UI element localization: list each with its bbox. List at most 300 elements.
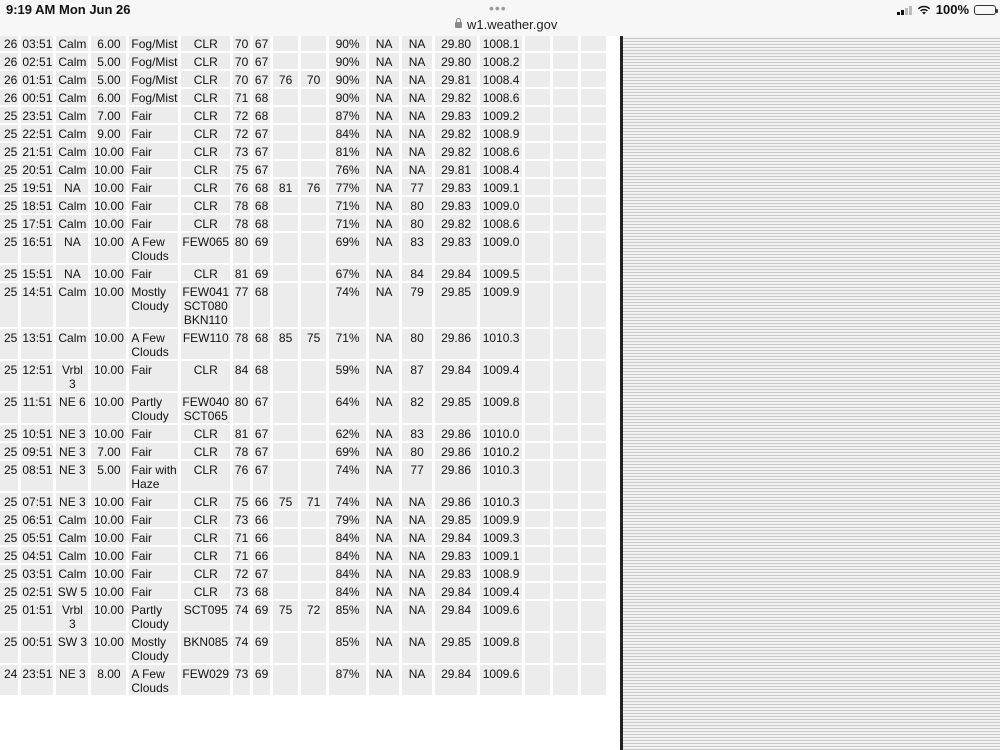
sea-level-pressure-cell: 1010.3 xyxy=(480,493,522,509)
wifi-icon xyxy=(917,5,931,15)
weather-line: Partly xyxy=(131,603,163,617)
sky-cond-cell xyxy=(181,583,230,599)
sky-cond-cell xyxy=(181,443,230,459)
altimeter-cell: 29.83 xyxy=(435,565,477,581)
wind-cell: Calm xyxy=(58,127,87,141)
min-6hr-cell: 76 xyxy=(301,179,326,195)
sky-cond-line: CLR xyxy=(193,585,218,599)
sky-cond-line: CLR xyxy=(193,549,218,563)
sea-level-pressure-cell: 1009.6 xyxy=(480,601,522,631)
observations-table-container[interactable] xyxy=(0,36,620,750)
wind-chill-cell: NA xyxy=(369,583,399,599)
dewpoint-cell: 66 xyxy=(254,495,269,509)
altimeter-cell: 29.86 xyxy=(435,329,477,359)
wind-chill-cell: NA xyxy=(369,161,399,177)
wind-cell: NE 3 xyxy=(56,493,88,509)
wind-chill-cell: NA xyxy=(369,461,399,491)
weather-line: A Few xyxy=(131,667,165,681)
date-cell: 25 xyxy=(0,511,18,527)
wind-chill-cell: NA xyxy=(369,633,399,663)
table-row xyxy=(0,361,606,391)
sky-cond-line: SCT095 xyxy=(183,603,228,617)
date-cell: 25 xyxy=(0,179,18,195)
weather-line: Fair xyxy=(131,585,153,599)
sky-cond-line: CLR xyxy=(193,217,218,231)
dewpoint-cell: 67 xyxy=(253,393,270,423)
sea-level-pressure-cell: 1009.6 xyxy=(480,665,522,695)
wind-chill-cell: NA xyxy=(369,565,399,581)
table-row xyxy=(0,89,606,105)
sea-level-pressure-cell: 1009.4 xyxy=(480,361,522,391)
temp-cell: 72 xyxy=(234,109,249,123)
sky-cond-line: CLR xyxy=(193,363,218,377)
visibility-cell: 10.00 xyxy=(91,583,126,599)
temp-cell: 70 xyxy=(234,73,249,87)
weather-line: Fair xyxy=(131,531,153,545)
date-cell: 26 xyxy=(0,89,18,105)
sky-cond-line: CLR xyxy=(193,55,218,69)
visibility-cell: 10.00 xyxy=(91,393,126,423)
table-row xyxy=(0,265,606,281)
weather-cell xyxy=(129,125,178,141)
max-6hr-cell xyxy=(273,547,298,563)
precip-3hr-cell xyxy=(553,53,578,69)
dewpoint-cell: 67 xyxy=(254,145,269,159)
weather-line: Cloudy xyxy=(131,409,169,423)
heat-index-cell: 80 xyxy=(402,215,432,231)
weather-cell xyxy=(129,107,178,123)
precip-3hr-cell xyxy=(553,529,578,545)
wind-chill-cell: NA xyxy=(369,393,399,423)
temp-cell: 74 xyxy=(233,601,250,631)
wind-chill-cell: NA xyxy=(369,215,399,231)
sky-cond-line: CLR xyxy=(193,267,218,281)
visibility-cell: 10.00 xyxy=(91,265,126,281)
humidity-cell: 59% xyxy=(329,361,366,391)
address-bar[interactable] xyxy=(455,17,557,32)
max-6hr-cell: 85 xyxy=(273,329,298,359)
wind-chill-cell: NA xyxy=(369,143,399,159)
table-row xyxy=(0,53,606,69)
weather-line: Haze xyxy=(131,477,160,491)
visibility-cell: 10.00 xyxy=(91,511,126,527)
sky-cond-line: CLR xyxy=(193,445,218,459)
dewpoint-cell: 67 xyxy=(254,37,269,51)
temp-cell: 71 xyxy=(234,549,249,563)
wind-cell: Calm xyxy=(56,283,88,327)
precip-3hr-cell xyxy=(553,425,578,441)
altimeter-cell: 29.85 xyxy=(435,393,477,423)
sky-cond-cell xyxy=(181,215,230,231)
sky-cond-cell xyxy=(181,89,230,105)
date-cell: 26 xyxy=(0,36,18,51)
max-6hr-cell xyxy=(273,53,298,69)
weather-cell xyxy=(129,425,178,441)
table-row xyxy=(0,125,606,141)
min-6hr-cell xyxy=(301,53,326,69)
dewpoint-cell: 67 xyxy=(253,461,270,491)
visibility-cell: 10.00 xyxy=(91,329,126,359)
date-cell: 25 xyxy=(0,197,18,213)
url-text: w1.weather.gov xyxy=(467,17,558,32)
wind-cell: NE 3 xyxy=(56,425,88,441)
weather-line: Mostly xyxy=(131,635,167,649)
table-row xyxy=(0,583,606,599)
temp-cell: 73 xyxy=(233,665,250,695)
sea-level-pressure-cell: 1010.2 xyxy=(480,443,522,459)
precip-6hr-cell xyxy=(581,665,606,695)
min-6hr-cell xyxy=(301,197,326,213)
date-cell: 25 xyxy=(0,125,18,141)
sky-cond-line: FEW065 xyxy=(182,235,230,249)
temp-cell: 75 xyxy=(234,163,249,177)
weather-cell xyxy=(129,329,178,359)
multitasking-dots-icon[interactable]: ••• xyxy=(489,0,507,16)
sky-cond-line: FEW041 xyxy=(182,285,230,299)
sea-level-pressure-cell: 1008.1 xyxy=(480,36,522,51)
precip-6hr-cell xyxy=(581,361,606,391)
precip-6hr-cell xyxy=(581,107,606,123)
weather-cell xyxy=(129,361,178,391)
precip-6hr-cell xyxy=(581,161,606,177)
time-cell: 18:51 xyxy=(22,199,53,213)
humidity-cell: 84% xyxy=(329,547,366,563)
wind-chill-cell: NA xyxy=(369,179,399,195)
sea-level-pressure-cell: 1009.0 xyxy=(480,197,522,213)
dewpoint-cell: 66 xyxy=(254,549,269,563)
date-cell: 25 xyxy=(0,361,18,391)
wind-chill-cell: NA xyxy=(369,329,399,359)
heat-index-cell: 77 xyxy=(402,179,432,195)
visibility-cell: 10.00 xyxy=(91,565,126,581)
time-cell: 02:51 xyxy=(22,55,53,69)
sky-cond-cell xyxy=(181,361,230,391)
sea-level-pressure-cell: 1010.3 xyxy=(480,461,522,491)
altimeter-cell: 29.84 xyxy=(435,529,477,545)
max-6hr-cell xyxy=(273,565,298,581)
heat-index-cell: NA xyxy=(402,89,432,105)
precip-1hr-cell xyxy=(525,161,550,177)
temp-cell: 77 xyxy=(233,283,250,327)
altimeter-cell: 29.86 xyxy=(435,461,477,491)
max-6hr-cell xyxy=(273,443,298,459)
precip-1hr-cell xyxy=(525,361,550,391)
weather-line: Fog/Mist xyxy=(131,37,178,51)
sky-cond-cell xyxy=(181,179,230,195)
humidity-cell: 67% xyxy=(329,265,366,281)
precip-6hr-cell xyxy=(581,179,606,195)
weather-line: Fog/Mist xyxy=(131,55,178,69)
sky-cond-cell xyxy=(181,143,230,159)
wind-cell: NA xyxy=(56,265,88,281)
dewpoint-cell: 68 xyxy=(253,283,270,327)
sky-cond-cell xyxy=(181,36,230,51)
precip-3hr-cell xyxy=(553,547,578,563)
time-cell: 05:51 xyxy=(22,531,53,545)
max-6hr-cell xyxy=(273,665,298,695)
table-row xyxy=(0,493,606,509)
sky-cond-line: CLR xyxy=(193,91,218,105)
sky-cond-line: FEW040 xyxy=(182,395,230,409)
date-cell: 25 xyxy=(0,233,18,263)
table-row xyxy=(0,393,606,423)
dewpoint-cell: 67 xyxy=(254,73,269,87)
time-cell: 21:51 xyxy=(22,145,53,159)
min-6hr-cell: 72 xyxy=(301,601,326,631)
heat-index-cell: NA xyxy=(402,161,432,177)
temp-cell: 80 xyxy=(233,233,250,263)
wind-chill-cell: NA xyxy=(369,71,399,87)
max-6hr-cell xyxy=(273,633,298,663)
status-right-group xyxy=(897,2,996,17)
wind-cell: SW 3 xyxy=(56,633,88,663)
max-6hr-cell xyxy=(273,89,298,105)
table-row xyxy=(0,143,606,159)
time-cell: 16:51 xyxy=(21,233,53,263)
humidity-cell: 84% xyxy=(329,529,366,545)
visibility-cell: 10.00 xyxy=(91,529,126,545)
sea-level-pressure-cell: 1008.4 xyxy=(480,161,522,177)
sky-cond-cell xyxy=(181,393,230,423)
weather-cell xyxy=(129,583,178,599)
dewpoint-cell: 66 xyxy=(254,513,269,527)
humidity-cell: 69% xyxy=(329,233,366,263)
precip-6hr-cell xyxy=(581,143,606,159)
time-cell: 12:51 xyxy=(21,361,53,391)
precip-1hr-cell xyxy=(525,443,550,459)
altimeter-cell: 29.83 xyxy=(435,547,477,563)
table-row xyxy=(0,161,606,177)
humidity-cell: 71% xyxy=(329,197,366,213)
wind-chill-cell: NA xyxy=(369,425,399,441)
wind-cell: NA xyxy=(56,179,88,195)
dewpoint-cell: 67 xyxy=(254,55,269,69)
min-6hr-cell xyxy=(301,511,326,527)
min-6hr-cell xyxy=(301,283,326,327)
humidity-cell: 84% xyxy=(329,583,366,599)
sky-cond-line: CLR xyxy=(193,513,218,527)
weather-cell xyxy=(129,493,178,509)
min-6hr-cell xyxy=(301,215,326,231)
precip-3hr-cell xyxy=(553,601,578,631)
sea-level-pressure-cell: 1009.5 xyxy=(480,265,522,281)
max-6hr-cell: 76 xyxy=(273,71,298,87)
wind-chill-cell: NA xyxy=(369,53,399,69)
visibility-cell: 10.00 xyxy=(91,179,126,195)
precip-3hr-cell xyxy=(553,89,578,105)
signal-icon xyxy=(897,5,912,15)
max-6hr-cell xyxy=(273,529,298,545)
visibility-cell: 10.00 xyxy=(91,493,126,509)
precip-3hr-cell xyxy=(553,511,578,527)
table-row xyxy=(0,511,606,527)
weather-line: Clouds xyxy=(131,249,169,263)
weather-line: Fair with xyxy=(131,463,177,477)
visibility-cell: 10.00 xyxy=(91,361,126,391)
dewpoint-cell: 69 xyxy=(253,233,270,263)
altimeter-cell: 29.84 xyxy=(435,665,477,695)
sea-level-pressure-cell: 1009.4 xyxy=(480,583,522,599)
precip-3hr-cell xyxy=(553,583,578,599)
dewpoint-cell: 67 xyxy=(254,427,269,441)
date-cell: 25 xyxy=(0,547,18,563)
humidity-cell: 74% xyxy=(329,283,366,327)
time-cell: 07:51 xyxy=(22,495,53,509)
weather-cell xyxy=(129,215,178,231)
table-row xyxy=(0,233,606,263)
precip-1hr-cell xyxy=(525,143,550,159)
table-row xyxy=(0,197,606,213)
heat-index-cell: NA xyxy=(402,565,432,581)
precip-3hr-cell xyxy=(553,71,578,87)
precip-6hr-cell xyxy=(581,547,606,563)
precip-3hr-cell xyxy=(553,143,578,159)
altimeter-cell: 29.83 xyxy=(435,107,477,123)
min-6hr-cell: 71 xyxy=(301,493,326,509)
sky-cond-cell xyxy=(181,565,230,581)
sky-cond-cell xyxy=(181,461,230,491)
date-cell: 25 xyxy=(0,329,18,359)
wind-cell: NE 3 xyxy=(56,665,88,695)
sky-cond-line: CLR xyxy=(193,127,218,141)
max-6hr-cell xyxy=(273,583,298,599)
sky-cond-cell xyxy=(181,233,230,263)
weather-line: Fair xyxy=(131,181,153,195)
min-6hr-cell xyxy=(301,565,326,581)
weather-cell xyxy=(129,443,178,459)
dewpoint-cell: 66 xyxy=(254,531,269,545)
time-cell: 00:51 xyxy=(22,91,53,105)
wind-chill-cell: NA xyxy=(369,493,399,509)
altimeter-cell: 29.82 xyxy=(435,125,477,141)
altimeter-cell: 29.83 xyxy=(435,179,477,195)
precip-1hr-cell xyxy=(525,583,550,599)
sea-level-pressure-cell: 1009.8 xyxy=(480,633,522,663)
time-cell: 01:51 xyxy=(22,73,53,87)
sky-cond-cell xyxy=(181,601,230,631)
weather-line: Fair xyxy=(131,127,153,141)
min-6hr-cell xyxy=(301,143,326,159)
precip-6hr-cell xyxy=(581,443,606,459)
visibility-cell: 6.00 xyxy=(91,89,126,105)
time-cell: 13:51 xyxy=(21,329,53,359)
table-row xyxy=(0,633,606,663)
max-6hr-cell xyxy=(273,393,298,423)
precip-1hr-cell xyxy=(525,53,550,69)
visibility-cell: 10.00 xyxy=(91,547,126,563)
heat-index-cell: NA xyxy=(402,143,432,159)
wind-cell: NE 6 xyxy=(56,393,88,423)
date-cell: 25 xyxy=(0,565,18,581)
min-6hr-cell: 70 xyxy=(301,71,326,87)
visibility-cell: 10.00 xyxy=(91,425,126,441)
precip-1hr-cell xyxy=(525,601,550,631)
table-row xyxy=(0,36,606,51)
sky-cond-cell xyxy=(181,547,230,563)
precip-1hr-cell xyxy=(525,265,550,281)
weather-line: Fair xyxy=(131,495,153,509)
visibility-cell: 10.00 xyxy=(91,161,126,177)
altimeter-cell: 29.81 xyxy=(435,71,477,87)
precip-6hr-cell xyxy=(581,601,606,631)
heat-index-cell: NA xyxy=(402,36,432,51)
weather-line: Fair xyxy=(131,163,153,177)
humidity-cell: 81% xyxy=(329,143,366,159)
altimeter-cell: 29.85 xyxy=(435,283,477,327)
min-6hr-cell xyxy=(301,547,326,563)
max-6hr-cell xyxy=(273,215,298,231)
dewpoint-cell: 69 xyxy=(254,267,269,281)
visibility-cell: 9.00 xyxy=(91,125,126,141)
temp-cell: 78 xyxy=(234,199,249,213)
sky-cond-line: CLR xyxy=(193,73,218,87)
heat-index-cell: NA xyxy=(402,601,432,631)
precip-6hr-cell xyxy=(581,529,606,545)
weather-line: Fair xyxy=(131,363,153,377)
ios-status-bar xyxy=(0,0,1000,36)
max-6hr-cell: 75 xyxy=(273,493,298,509)
heat-index-cell: NA xyxy=(402,547,432,563)
altimeter-cell: 29.84 xyxy=(435,265,477,281)
altimeter-cell: 29.82 xyxy=(435,143,477,159)
date-cell: 25 xyxy=(0,601,18,631)
weather-cell xyxy=(129,143,178,159)
date-cell: 25 xyxy=(0,143,18,159)
weather-cell xyxy=(129,265,178,281)
altimeter-cell: 29.84 xyxy=(435,583,477,599)
battery-percent: 100% xyxy=(935,2,969,17)
dewpoint-cell: 69 xyxy=(253,665,270,695)
weather-cell xyxy=(129,197,178,213)
sky-cond-line: CLR xyxy=(193,427,218,441)
date-cell: 25 xyxy=(0,393,18,423)
wind-chill-cell: NA xyxy=(369,89,399,105)
time-cell: 03:51 xyxy=(22,567,53,581)
precip-1hr-cell xyxy=(525,107,550,123)
status-date: Mon Jun 26 xyxy=(59,2,131,17)
humidity-cell: 71% xyxy=(329,329,366,359)
wind-cell: Calm xyxy=(58,567,87,581)
heat-index-cell: NA xyxy=(402,583,432,599)
sky-cond-line: CLR xyxy=(193,109,218,123)
weather-line: Fair xyxy=(131,199,153,213)
time-cell: 15:51 xyxy=(22,267,53,281)
lock-icon xyxy=(455,22,462,28)
sky-cond-cell xyxy=(181,665,230,695)
date-cell: 25 xyxy=(0,493,18,509)
precip-6hr-cell xyxy=(581,583,606,599)
temp-cell: 76 xyxy=(234,181,249,195)
precip-1hr-cell xyxy=(525,511,550,527)
max-6hr-cell xyxy=(273,143,298,159)
sea-level-pressure-cell: 1008.6 xyxy=(480,143,522,159)
time-cell: 23:51 xyxy=(21,665,53,695)
humidity-cell: 74% xyxy=(329,493,366,509)
max-6hr-cell xyxy=(273,197,298,213)
temp-cell: 71 xyxy=(234,531,249,545)
precip-1hr-cell xyxy=(525,71,550,87)
precip-3hr-cell xyxy=(553,197,578,213)
time-cell: 03:51 xyxy=(22,37,53,51)
precip-1hr-cell xyxy=(525,89,550,105)
min-6hr-cell xyxy=(301,461,326,491)
sea-level-pressure-cell: 1009.8 xyxy=(480,393,522,423)
max-6hr-cell xyxy=(273,233,298,263)
time-cell: 01:51 xyxy=(21,601,53,631)
table-row xyxy=(0,107,606,123)
date-cell: 24 xyxy=(0,665,18,695)
sky-cond-line: CLR xyxy=(193,531,218,545)
